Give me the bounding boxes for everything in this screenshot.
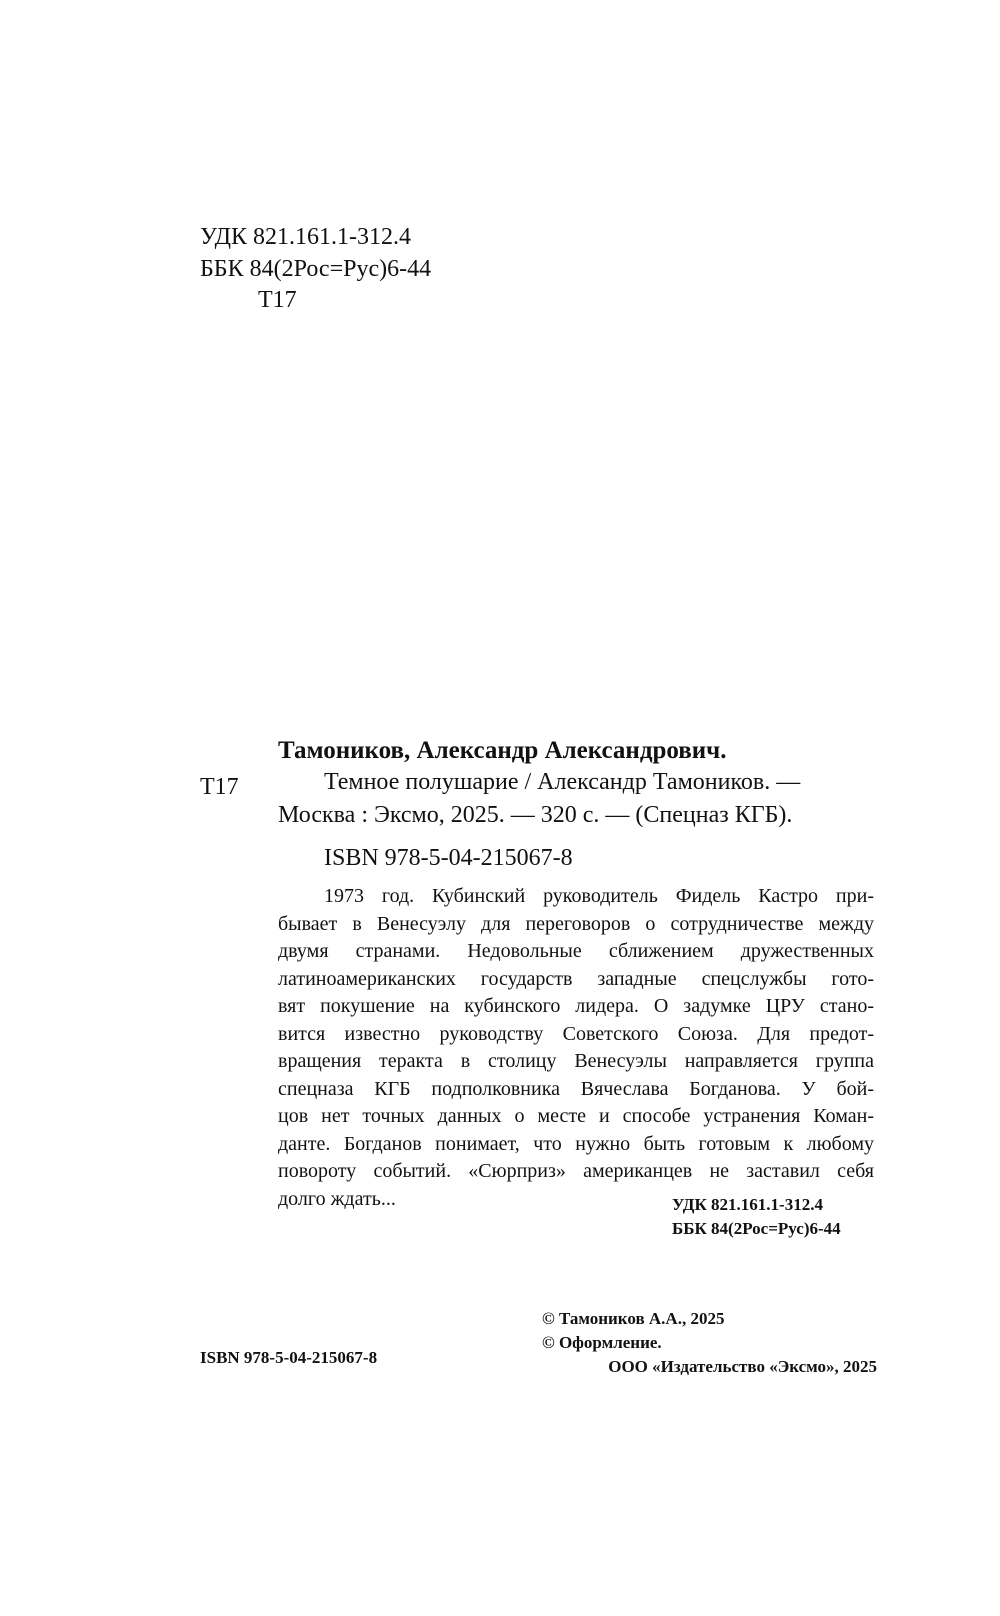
annotation-line: 1973 год. Кубинский руководитель Фидель Кастро при- <box>324 885 874 907</box>
annotation-line: повороту событий. «Сюрприз» американцев не заставил себя <box>278 1160 874 1182</box>
annotation-line: латиноамериканских государств западные спецслужбы гото- <box>278 967 874 990</box>
annotation-line: вращения теракта в столицу Венесуэлы направляется группа <box>278 1050 874 1072</box>
copyright-author: © Тамоников А.А., 2025 <box>542 1309 725 1328</box>
isbn-bottom: ISBN 978-5-04-215067-8 <box>200 1348 378 1367</box>
annotation-line: долго ждать... <box>278 1187 396 1210</box>
udk-code-bottom: УДК 821.161.1-312.4 <box>672 1195 823 1214</box>
author-sign-top: Т17 <box>258 287 297 313</box>
author-heading: Тамоников, Александр Александрович. <box>278 737 727 764</box>
annotation-line: цов нет точных данных о месте и способе устранения Коман- <box>278 1105 874 1127</box>
copyright-publisher: ООО «Издательство «Эксмо», 2025 <box>608 1357 877 1376</box>
title-line-1: Темное полушарие / Александр Тамоников. — <box>324 769 801 795</box>
author-sign-side: Т17 <box>200 774 239 800</box>
title-line-2: Москва : Эксмо, 2025. — 320 с. — (Спецназ КГБ). <box>278 802 793 828</box>
bbk-code-bottom: ББК 84(2Рос=Рус)6-44 <box>672 1219 841 1238</box>
annotation-line: двумя странами. Недовольные сближением дружественных <box>278 940 874 962</box>
annotation-line: данте. Богданов понимает, что нужно быть готовым к любому <box>278 1132 874 1155</box>
isbn-main: ISBN 978-5-04-215067-8 <box>324 845 573 871</box>
annotation-line: спецназа КГБ подполковника Вячеслава Богданова. У бой- <box>278 1077 874 1100</box>
udk-code-top: УДК 821.161.1-312.4 <box>200 224 411 250</box>
annotation-line: вится известно руководству Советского Союза. Для предот- <box>278 1022 874 1045</box>
bbk-code-top: ББК 84(2Рос=Рус)6-44 <box>200 256 432 282</box>
annotation-paragraph <box>278 883 874 1213</box>
copyright-design: © Оформление. <box>542 1333 662 1352</box>
annotation-line: вят покушение на кубинского лидера. О задумке ЦРУ стано- <box>278 995 874 1017</box>
classification-codes-bottom <box>672 1193 841 1241</box>
annotation-line: бывает в Венесуэлу для переговоров о сотрудничестве между <box>278 912 874 935</box>
copyright-block <box>542 1307 877 1379</box>
